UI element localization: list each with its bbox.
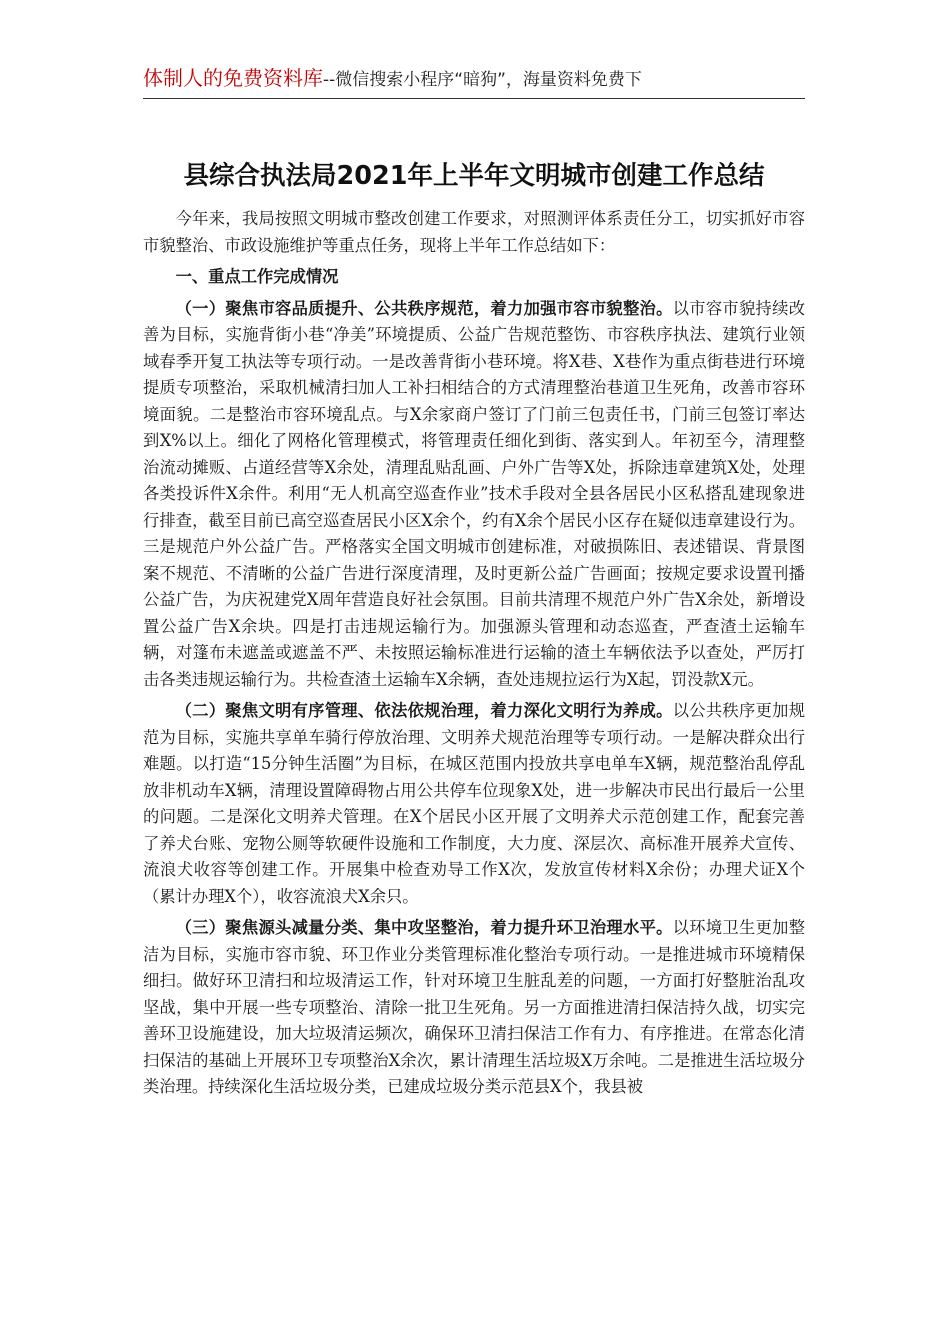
header-brand: 体制人的免费资料库 [143, 66, 323, 90]
paragraph-1 [143, 296, 805, 694]
document-body [143, 206, 805, 1101]
section-heading [143, 264, 805, 291]
section-heading-text: 一、重点工作完成情况 [175, 267, 339, 286]
paragraph-2-lead: （二）聚焦文明有序管理、依法依规治理，着力深化文明行为养成。 [175, 701, 673, 720]
page-header [143, 62, 805, 91]
header-note: --微信搜索小程序“暗狗”，海量资料免费下 [323, 70, 642, 90]
paragraph-2-text: 以公共秩序更加规范为目标，实施共享单车骑行停放治理、文明养犬规范治理等专项行动。一是解决群众出行难题。以打造“15分钟生活圈”为目标，在城区范围内投放共享电单车X辆，规范整治乱停乱放非机动车X辆，清理设置障碍物占用公共停车位现象X处，进一步解决市民出行最后一公里的问题。二是深化文明养犬管理。在X个居民小区开展了文明养犬示范创建工作，配套完善了养犬台账、宠物公厕等软硬件设施和工作制度，大力度、深层次、高标准开展养犬宣传、流浪犬收容等创建工作。开展集中检查劝导工作X次，发放宣传材料X余份；办理犬证X个（累计办理X个），收容流浪犬X余只。 [143, 701, 805, 906]
document-title: 县综合执法局2021年上半年文明城市创建工作总结 [183, 161, 765, 191]
paragraph-3-text: 以环境卫生更加整洁为目标，实施市容市貌、环卫作业分类管理标准化整治专项行动。一是推进城市环境精保细扫。做好环卫清扫和垃圾清运工作，针对环境卫生脏乱差的问题，一方面打好整脏治乱攻坚战，集中开展一些专项整治、清除一批卫生死角。另一方面推进清扫保洁持久战，切实完善环卫设施建设，加大垃圾清运频次，确保环卫清扫保洁工作有力、有序推进。在常态化清扫保洁的基础上开展环卫专项整治X余次，累计清理生活垃圾X万余吨。二是推进生活垃圾分类治理。持续深化生活垃圾分类，已建成垃圾分类示范县X个，我县被 [143, 918, 805, 1096]
paragraph-3-lead: （三）聚焦源头减量分类、集中攻坚整治，着力提升环卫治理水平。 [175, 918, 673, 937]
paragraph-1-text: 以市容市貌持续改善为目标，实施背街小巷“净美”环境提质、公益广告规范整饬、市容秩序执法、建筑行业领域春季开复工执法等专项行动。一是改善背街小巷环境。将X巷、X巷作为重点街巷进行环境提质专项整治，采取机械清扫加人工补扫相结合的方式清理整治巷道卫生死角，改善市容环境面貌。二是整治市容环境乱点。与X余家商户签订了门前三包责任书，门前三包签订率达到X%以上。细化了网格化管理模式，将管理责任细化到街、落实到人。年初至今，清理整治流动摊贩、占道经营等X余处，清理乱贴乱画、户外广告等X处，拆除违章建筑X处，处理各类投诉件X余件。利用“无人机高空巡查作业”技术手段对全县各居民小区私搭乱建现象进行排查，截至目前已高空巡查居民小区X余个，约有X余个居民小区存在疑似违章建设行为。三是规范户外公益广告。严格落实全国文明城市创建标准，对破损陈旧、表述错误、背景图案不规范、不清晰的公益广告进行深度清理，及时更新公益广告画面；按规定要求设置刊播公益广告，为庆祝建党X周年营造良好社会氛围。目前共清理不规范户外广告X余处，新增设置公益广告X余块。四是打击违规运输行为。加强源头管理和动态巡查，严查渣土运输车辆，对篷布未遮盖或遮盖不严、未按照运输标准进行运输的渣土车辆依法予以查处，严厉打击各类违规运输行为。共检查渣土运输车X余辆，查处违规拉运行为X起，罚没款X元。 [143, 298, 805, 689]
paragraph-3 [143, 915, 805, 1101]
intro-paragraph: 今年来，我局按照文明城市整改创建工作要求，对照测评体系责任分工，切实抓好市容市貌整治、市政设施维护等重点任务，现将上半年工作总结如下： [143, 209, 805, 255]
paragraph-1-lead: （一）聚焦市容品质提升、公共秩序规范，着力加强市容市貌整治。 [175, 298, 673, 318]
paragraph-2 [143, 698, 805, 910]
header-divider [143, 98, 805, 99]
